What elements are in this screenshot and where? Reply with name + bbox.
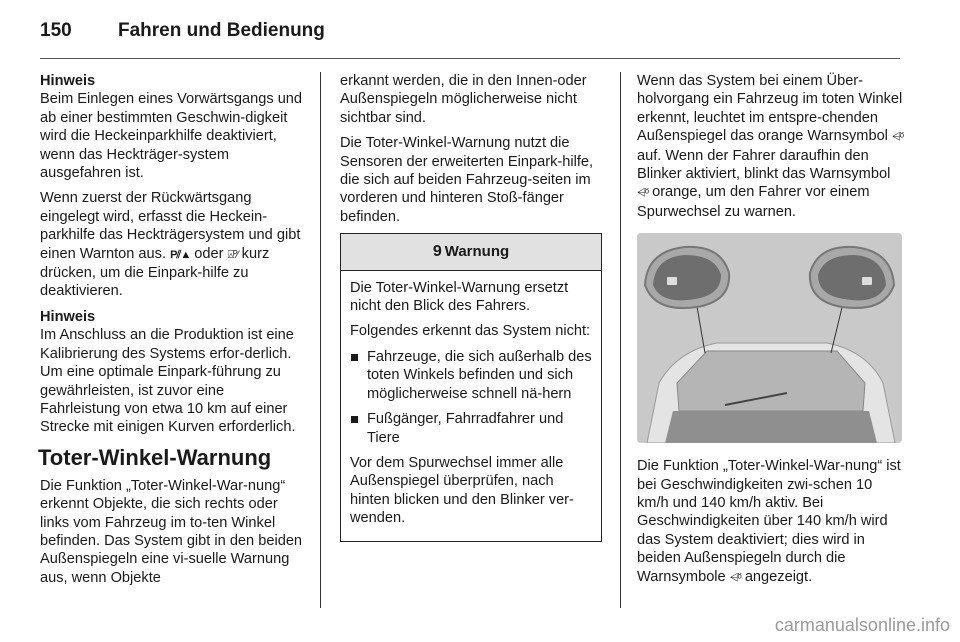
blind-spot-warning-icon: ⩤ᴽ (729, 571, 741, 584)
warning-box (340, 233, 602, 541)
hint-title-2: Hinweis (40, 308, 96, 325)
warning-outro: Vor dem Spurwechsel immer alle Außenspiegel überprüfen, nach hinten blicken und den Blinker ver-wenden. (350, 454, 574, 527)
parking-assist-off-icon: ⍓ᴾ⁄ (227, 248, 238, 261)
page-number: 150 (40, 20, 72, 41)
paragraph-rear-parking (40, 189, 304, 300)
paragraph-text: Wenn das System bei einem Über-holvorgang ein Fahrzeug im toten Winkel erkennt, leuchtet im entspre-chenden Außenspiegel das orange Warnsymbol (637, 73, 903, 145)
warning-header (341, 234, 601, 270)
hint-text-1: Beim Einlegen eines Vorwärtsgangs und ab einer bestimmten Geschwin-digkeit wird die Heckeinparkhilfe deaktiviert, wenn das Heckträger-system ausgefahren ist. (40, 91, 303, 182)
page-header (40, 16, 900, 56)
blind-spot-warning-icon: ⩤ᴽ (892, 131, 904, 144)
header-divider (40, 58, 900, 59)
column-1 (40, 72, 304, 594)
paragraph-text: Wenn zuerst der Rückwärtsgang eingelegt wird, erfasst die Heckein-parkhilfe das Heckträgersystem und gibt einen Warnton aus. (40, 190, 301, 262)
bullet-square-icon (351, 354, 358, 361)
page-title: Fahren und Bedienung (118, 20, 325, 41)
blind-spot-warning-icon: ⩤ᴽ (637, 187, 649, 200)
section-title: Toter-Winkel-Warnung (38, 444, 272, 470)
column-2 (340, 72, 602, 542)
watermark: carmanualsonline.info (774, 615, 950, 635)
paragraph-text: oder (194, 245, 224, 262)
paragraph-text: orange, um den Fahrer vor einem Spurwechsel zu warnen. (637, 184, 870, 220)
warning-intro: Die Toter-Winkel-Warnung ersetzt nicht den Blick des Fahrers. (350, 279, 569, 315)
list-item (350, 410, 593, 447)
car-mirrors-illustration (637, 233, 902, 443)
paragraph-2 (637, 457, 903, 587)
warning-list-intro: Folgendes erkennt das System nicht: (350, 323, 591, 340)
bullet-square-icon (351, 416, 358, 423)
paragraph-text: Die Funktion „Toter-Winkel-War-nung“ ist bei Geschwindigkeiten zwi-schen 10 km/h und 140 km/h aktiv. Bei Geschwindigkeiten über 140 km/h wird das System deaktiviert; dies wird in beiden Außenspiegeln durch die Warnsymbole (637, 458, 901, 585)
warning-title: Warnung (444, 243, 510, 261)
list-item (350, 348, 593, 403)
paragraph-2: Die Toter-Winkel-Warnung nutzt die Sensoren der erweiterten Einpark-hilfe, die sich auf beiden Fahrzeug-seiten im vorderen und hinteren Stoß-fänger befinden. (340, 135, 594, 225)
section-text: Die Funktion „Toter-Winkel-War-nung“ erkennt Objekte, die sich rechts oder links vom Fahrzeug im to-ten Winkel befinden. Das System gibt in den beiden Außenspiegeln eine vi-suelle Warnung aus, wenn Objekte (40, 477, 303, 586)
column-3 (637, 72, 903, 594)
column-divider-2 (620, 72, 621, 608)
parking-assist-button-icon: P⫽▲ (170, 248, 191, 261)
list-item-text: Fußgänger, Fahrradfahrer und Tiere (367, 411, 564, 446)
paragraph-text: angezeigt. (744, 568, 813, 585)
paragraph-1 (637, 72, 903, 221)
column-divider-1 (320, 72, 321, 608)
hint-text-2: Im Anschluss an die Produktion ist eine Kalibrierung des Systems erfor-derlich. Um eine optimale Einpark-führung zu gewährleisten, ist zuvor eine Fahrleistung von etwa 10 km auf einer Strecke mit einigen Kurven erforderlich. (40, 327, 296, 436)
warning-body (341, 271, 601, 541)
list-item-text: Fahrzeuge, die sich außerhalb des toten Winkels befinden und sich möglicherweise schnell nä-hern (367, 348, 592, 402)
paragraph-1: erkannt werden, die in den Innen-oder Außenspiegeln möglicherweise nicht sichtbar sind. (340, 73, 587, 126)
warning-icon: 9 (432, 243, 442, 261)
paragraph-text: kurz drücken, um die Einpark-hilfe zu deaktivieren. (40, 245, 270, 300)
mirror-illustration (637, 233, 902, 443)
paragraph-text: auf. Wenn der Fahrer daraufhin den Blinker aktiviert, blinkt das Warnsymbol (637, 147, 891, 183)
hint-title-1: Hinweis (40, 73, 96, 89)
